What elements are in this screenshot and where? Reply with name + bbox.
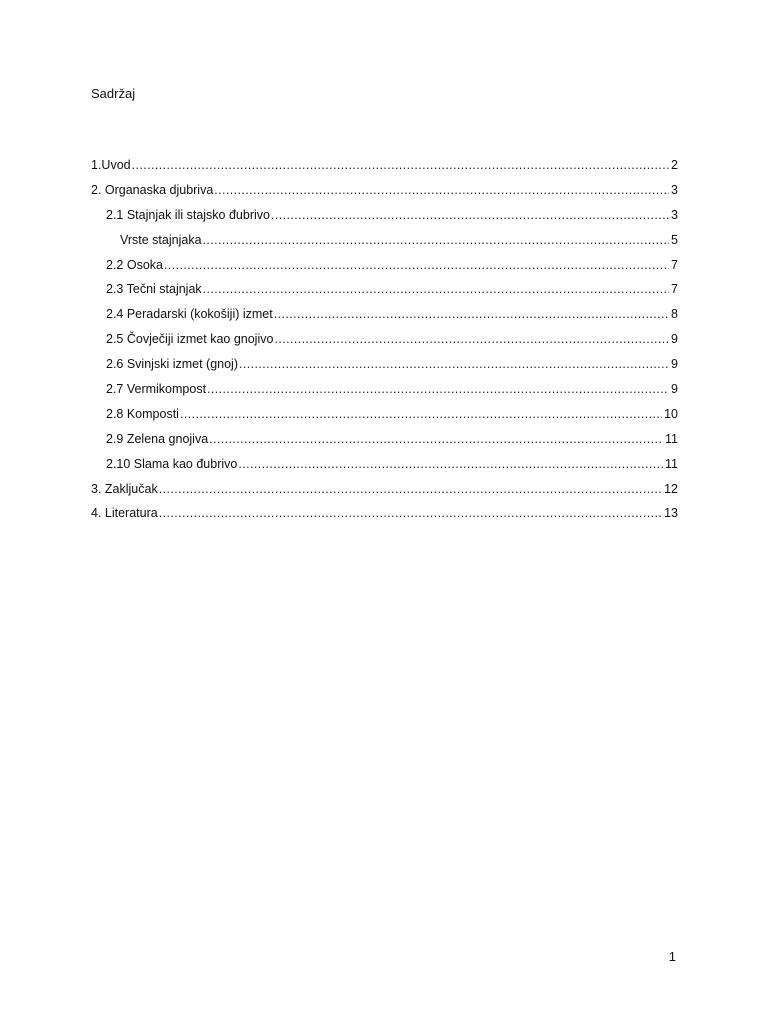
- toc-entry-page: 3: [671, 182, 678, 197]
- toc-entry-label: 2.4 Peradarski (kokošiji) izmet: [106, 307, 273, 322]
- toc-entry-page: 9: [671, 382, 678, 397]
- toc-entry-page: 7: [671, 257, 678, 272]
- toc-dot-leader: [180, 405, 662, 423]
- toc-dot-leader: [271, 206, 669, 224]
- toc-entry-label: 2.3 Tečni stajnjak: [106, 282, 202, 297]
- toc-entry-page: 9: [671, 332, 678, 347]
- toc-entry-label: 2.9 Zelena gnojiva: [106, 431, 209, 446]
- toc-dot-leader: [207, 380, 669, 398]
- toc-entry-label: Vrste stajnjaka: [120, 232, 202, 247]
- toc-entry-label: 2.5 Čovječiji izmet kao gnojivo: [106, 332, 274, 347]
- toc-dot-leader: [159, 504, 662, 522]
- toc-entry-page: 2: [671, 158, 678, 172]
- toc-entry[interactable]: [91, 256, 678, 281]
- toc-entry-label: 4. Literatura: [91, 506, 158, 521]
- page-number: 1: [668, 949, 676, 964]
- toc-entry[interactable]: [91, 480, 678, 505]
- toc-entry[interactable]: [91, 156, 678, 181]
- toc-entry-page: 8: [671, 307, 678, 322]
- toc-entry[interactable]: [91, 380, 678, 405]
- toc-entry-page: 10: [664, 406, 678, 421]
- toc-dot-leader: [159, 480, 662, 498]
- toc-entry[interactable]: [91, 504, 678, 529]
- toc-entry-page: 11: [665, 456, 678, 471]
- toc-entry-page: 13: [664, 506, 678, 521]
- toc-dot-leader: [203, 280, 669, 298]
- toc-dot-leader: [239, 355, 669, 373]
- toc-entry-page: 12: [664, 481, 678, 496]
- toc-entry-label: 2.1 Stajnjak ili stajsko đubrivo: [106, 207, 270, 222]
- toc-dot-leader: [274, 305, 669, 323]
- toc-dot-leader: [209, 430, 663, 448]
- toc-entry-label: 2. Organaska djubriva: [91, 182, 214, 197]
- toc-dot-leader: [132, 156, 669, 174]
- toc-entry[interactable]: [91, 181, 678, 206]
- table-of-contents: [91, 156, 678, 529]
- toc-heading: Sadržaj: [91, 86, 136, 101]
- toc-dot-leader: [203, 231, 670, 249]
- toc-entry[interactable]: [91, 405, 678, 430]
- toc-entry-label: 2.7 Vermikompost: [106, 382, 207, 397]
- toc-entry[interactable]: [91, 206, 678, 231]
- toc-entry[interactable]: [91, 231, 678, 256]
- toc-entry[interactable]: [91, 455, 678, 480]
- toc-entry-label: 2.6 Svinjski izmet (gnoj): [106, 357, 238, 372]
- toc-entry-label: 1.Uvod: [91, 158, 131, 172]
- toc-entry[interactable]: [91, 330, 678, 355]
- toc-dot-leader: [238, 455, 663, 473]
- toc-entry-label: 2.10 Slama kao đubrivo: [106, 456, 238, 471]
- toc-entry[interactable]: [91, 305, 678, 330]
- toc-dot-leader: [274, 330, 669, 348]
- toc-entry-page: 7: [671, 282, 678, 297]
- toc-entry-label: 3. Zaključak: [91, 481, 158, 496]
- toc-entry[interactable]: [91, 280, 678, 305]
- toc-entry-page: 9: [671, 357, 678, 372]
- toc-entry-label: 2.2 Osoka: [106, 257, 163, 272]
- toc-dot-leader: [164, 256, 669, 274]
- toc-entry-page: 11: [665, 431, 678, 446]
- toc-entry[interactable]: [91, 355, 678, 380]
- toc-entry-page: 5: [671, 232, 678, 247]
- toc-entry-label: 2.8 Komposti: [106, 406, 179, 421]
- toc-entry[interactable]: [91, 430, 678, 455]
- toc-dot-leader: [214, 181, 669, 199]
- toc-entry-page: 3: [671, 207, 678, 222]
